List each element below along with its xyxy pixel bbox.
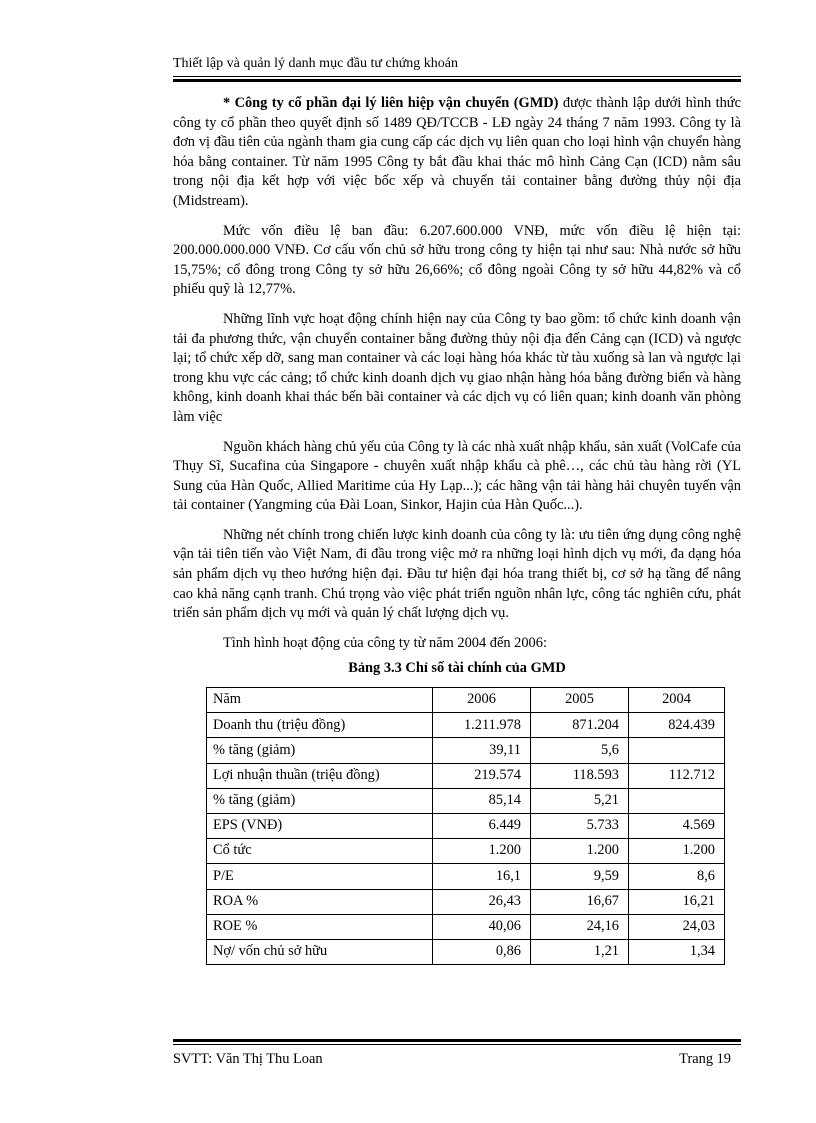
footer-rule-thick (173, 1039, 741, 1042)
row-label: EPS (VNĐ) (207, 813, 433, 838)
company-name: * Công ty cổ phần đại lý liên hiệp vận chuyển (GMD) (223, 95, 559, 111)
table-row (207, 939, 725, 964)
table-row (207, 813, 725, 838)
table-cell: 24,16 (531, 914, 629, 939)
table-cell: 824.439 (629, 713, 725, 738)
table-cell: 4.569 (629, 813, 725, 838)
header-cell: 2005 (531, 688, 629, 713)
table-cell: 26,43 (433, 889, 531, 914)
table-row (207, 788, 725, 813)
table-row (207, 713, 725, 738)
table-cell: 5,6 (531, 738, 629, 763)
financial-table (206, 687, 725, 965)
row-label: Doanh thu (triệu đồng) (207, 713, 433, 738)
table-row (207, 738, 725, 763)
header-rule-thick (173, 79, 741, 82)
table-cell: 9,59 (531, 864, 629, 889)
table-header-row (207, 688, 725, 713)
body-text (173, 94, 741, 965)
row-label: Nợ/ vốn chủ sở hữu (207, 939, 433, 964)
table-row (207, 914, 725, 939)
table-cell: 5,21 (531, 788, 629, 813)
table-cell: 112.712 (629, 763, 725, 788)
footer-rule-thin (173, 1044, 741, 1045)
paragraph-1 (173, 94, 741, 212)
table-cell: 85,14 (433, 788, 531, 813)
table-cell: 1.200 (629, 839, 725, 864)
row-label: Cổ tức (207, 839, 433, 864)
row-label: Lợi nhuận thuần (triệu đồng) (207, 763, 433, 788)
paragraph-5: Những nét chính trong chiến lược kinh doanh của công ty là: ưu tiên ứng dụng công nghệ vận tải tiên tiến vào Việt Nam, đi đầu trong việc mở ra những loại hình dịch vụ mới, đa dạng hóa sản phẩm dịch vụ theo hướng hiện đại. Đầu tư hiện đại hóa trang thiết bị, cơ sở hạ tầng để nâng cao khả năng cạnh tranh. Chú trọng vào việc phát triển nguồn nhân lực, công tác nghiên cứu, phát triển sản phẩm dịch vụ mới và quản lý chất lượng dịch vụ. (173, 526, 741, 622)
row-label: ROA % (207, 889, 433, 914)
paragraph-6: Tình hình hoạt động của công ty từ năm 2004 đến 2006: (223, 634, 547, 651)
table-cell (629, 788, 725, 813)
paragraph-3: Những lĩnh vực hoạt động chính hiện nay của Công ty bao gồm: tổ chức kinh doanh vận tải đa phương thức, vận chuyển container bằng đường thủy nội địa đến Cảng cạn (ICD) và ngược lại; tổ chức xếp dỡ, sang man container và các loại hàng hóa khác từ tàu xuống sà lan và ngược lại trong khu vực các cảng; tổ chức kinh doanh dịch vụ giao nhận hàng hóa bằng đường biển và hàng không, kinh doanh khai thác bến bãi container và các dịch vụ có liên quan; kinh doanh văn phòng làm việc (173, 310, 741, 425)
table-row (207, 889, 725, 914)
table-cell: 1.211.978 (433, 713, 531, 738)
table-cell: 16,1 (433, 864, 531, 889)
table-row (207, 763, 725, 788)
row-label: ROE % (207, 914, 433, 939)
table-cell: 24,03 (629, 914, 725, 939)
table-cell: 16,21 (629, 889, 725, 914)
table-cell: 40,06 (433, 914, 531, 939)
paragraph-4: Nguồn khách hàng chủ yếu của Công ty là các nhà xuất nhập khẩu, sản xuất (VolCafe của Thụy Sĩ, Sucafina của Singapore - chuyên xuất nhập khẩu cà phê…, các chủ tàu hàng rời (YL Sung của Hàn Quốc, Allied Maritime của Hy Lạp...); các hãng vận tải hàng hải chuyên tuyến vận tải container (Yangming của Đài Loan, Sinkor, Hajin của Hàn Quốc...). (173, 438, 741, 514)
table-cell: 219.574 (433, 763, 531, 788)
paragraph-2: Mức vốn điều lệ ban đầu: 6.207.600.000 VNĐ, mức vốn điều lệ hiện tại: 200.000.000.000 VNĐ. Cơ cấu vốn chủ sở hữu trong công ty hiện tại như sau: Nhà nước sở hữu 15,75%; cổ đông trong Công ty sở hữu 26,66%; cổ đông ngoài Công ty sở hữu 44,82% và cổ phiếu quỹ là 12,77%. (173, 222, 741, 298)
table-row (207, 839, 725, 864)
row-label: P/E (207, 864, 433, 889)
table-cell: 871.204 (531, 713, 629, 738)
row-label: % tăng (giảm) (207, 788, 433, 813)
table-cell: 118.593 (531, 763, 629, 788)
table-caption: Bảng 3.3 Chỉ số tài chính của GMD (348, 660, 566, 677)
page-number: Trang 19 (679, 1051, 731, 1067)
table-cell: 0,86 (433, 939, 531, 964)
table-cell: 1,34 (629, 939, 725, 964)
table-row (207, 864, 725, 889)
table-cell: 39,11 (433, 738, 531, 763)
table-cell: 8,6 (629, 864, 725, 889)
table-cell: 6.449 (433, 813, 531, 838)
header-cell: 2004 (629, 688, 725, 713)
table-cell: 1,21 (531, 939, 629, 964)
row-label: % tăng (giảm) (207, 738, 433, 763)
footer-author: SVTT: Văn Thị Thu Loan (173, 1051, 323, 1067)
header-cell: Năm (207, 688, 433, 713)
header-rule-thin (173, 76, 741, 77)
table-cell: 5.733 (531, 813, 629, 838)
table-cell: 16,67 (531, 889, 629, 914)
header-cell: 2006 (433, 688, 531, 713)
table-cell (629, 738, 725, 763)
table-cell: 1.200 (433, 839, 531, 864)
running-header: Thiết lập và quản lý danh mục đầu tư chứng khoán (173, 56, 458, 71)
table-cell: 1.200 (531, 839, 629, 864)
paragraph-1-text: được thành lập dưới hình thức công ty cổ phần theo quyết định số 1489 QĐ/TCCB - LĐ ngày 24 tháng 7 năm 1993. Công ty là đơn vị đầu tiên của ngành tham gia cung cấp các dịch vụ liên quan cho loại hình vận chuyển hàng hóa bằng container. Từ năm 1995 Công ty bắt đầu khai thác mô hình Cảng Cạn (ICD) nằm sâu trong nội địa kết hợp với việc bốc xếp và chuyển tải container bằng đường thủy nội địa (Midstream). (173, 95, 741, 209)
